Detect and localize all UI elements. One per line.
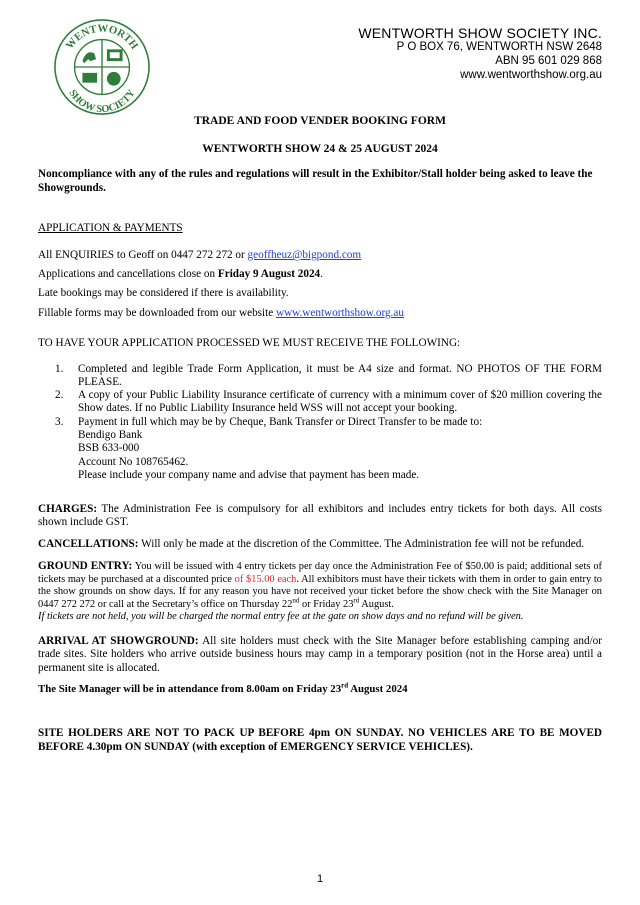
ticket-price: of $15.00 each xyxy=(234,573,297,585)
ordinal-suffix: nd xyxy=(292,596,300,605)
arrival-section xyxy=(38,635,602,675)
list-text: A copy of your Public Liability Insurance certificate of currency with a minimum cover of $20 million covering the Show dates. If no Public Liability Insurance held WSS will not accept your booking. xyxy=(78,389,602,415)
page-number: 1 xyxy=(316,873,324,885)
list-number: 2. xyxy=(55,389,64,401)
list-number: 1. xyxy=(55,363,64,375)
cancellations-text: Will only be made at the discretion of the Committee. The Administration fee will not be refunded. xyxy=(138,538,585,550)
ground-entry-text: August. xyxy=(359,598,394,610)
org-website[interactable]: www.wentworthshow.org.au xyxy=(460,69,602,81)
charges-text: The Administration Fee is compulsory for all exhibitors and includes entry tickets for both days. All costs shown include GST. xyxy=(38,503,602,529)
org-abn: ABN 95 601 029 868 xyxy=(495,55,602,67)
ground-entry-section xyxy=(38,560,602,624)
charges-label: CHARGES: xyxy=(38,503,98,515)
close-text: Applications and cancellations close on xyxy=(38,268,218,280)
fillable-text: Fillable forms may be downloaded from our website xyxy=(38,307,276,319)
enquiries-line xyxy=(38,249,602,262)
ground-entry-text: You will be issued with 4 entry tickets per day once the Administration Fee of $50.00 is paid; additional sets of tickets may be purchased at a discounted price xyxy=(38,561,603,585)
org-header xyxy=(358,26,602,82)
ordinal-suffix: rd xyxy=(341,681,349,690)
site-manager-text: August 2024 xyxy=(348,683,408,695)
arrival-label: ARRIVAL AT SHOWGROUND: xyxy=(38,635,199,647)
site-manager-text: The Site Manager will be in attendance from 8.00am on Friday 23 xyxy=(38,683,342,695)
logo-top-text: WENTWORTH xyxy=(63,22,141,52)
close-date-line xyxy=(38,268,602,281)
form-title: TRADE AND FOOD VENDER BOOKING FORM xyxy=(194,115,446,127)
bank-account: Account No 108765462. xyxy=(78,455,189,468)
application-heading: APPLICATION & PAYMENTS xyxy=(38,222,183,234)
fillable-forms-line xyxy=(38,307,602,320)
list-number: 3. xyxy=(55,416,64,428)
charges-section xyxy=(38,503,602,530)
must-receive-heading: TO HAVE YOUR APPLICATION PROCESSED WE MUST RECEIVE THE FOLLOWING: xyxy=(38,337,461,349)
ordinal-suffix: rd xyxy=(353,596,360,605)
ground-entry-text: or Friday 23 xyxy=(299,598,354,610)
society-logo xyxy=(53,18,151,116)
ground-entry-italic-note: If tickets are not held, you will be charged the normal entry fee at the gate on show days and no refund will be given. xyxy=(38,611,524,623)
org-name: WENTWORTH SHOW SOCIETY INC. xyxy=(358,25,602,41)
pack-up-notice: SITE HOLDERS ARE NOT TO PACK UP BEFORE 4pm ON SUNDAY. NO VEHICLES ARE TO BE MOVED BEFORE 4.30pm ON SUNDAY (with exception of EMERGENCY SERVICE VEHICLES). xyxy=(38,727,602,753)
site-manager-notice xyxy=(38,683,602,696)
enquiries-text: All ENQUIRIES to Geoff on 0447 272 272 or xyxy=(38,249,248,261)
ground-entry-label: GROUND ENTRY: xyxy=(38,560,133,572)
bank-bsb: BSB 633-000 xyxy=(78,442,140,455)
bank-note: Please include your company name and advise that payment has been made. xyxy=(78,468,420,481)
late-bookings-line: Late bookings may be considered if there is availability. xyxy=(38,287,289,299)
list-text: Payment in full which may be by Cheque, Bank Transfer or Direct Transfer to be made to: xyxy=(78,416,483,428)
bank-name: Bendigo Bank xyxy=(78,429,143,441)
arrival-text: All site holders must check with the Site Manager before establishing camping and/or trade sites. Site holders who arrive outside business hours may camp in a temporary position (not in the Horse area) until a permanent site is allocated. xyxy=(38,635,603,674)
ground-entry-text: . All exhibitors must have their tickets with them in order to gain entry to the show grounds on show days. If for any reason you have not received your ticket before the show check with the Site Manager on 0447 272 272 or call at the Secretary’s office on Thursday 22 xyxy=(38,573,602,610)
form-subtitle: WENTWORTH SHOW 24 & 25 AUGUST 2024 xyxy=(202,143,438,155)
close-date: Friday 9 August 2024 xyxy=(217,268,321,280)
noncompliance-notice: Noncompliance with any of the rules and regulations will result in the Exhibitor/Stall holder being asked to leave the Showgrounds. xyxy=(38,168,593,194)
list-text: Completed and legible Trade Form Application, it must be A4 size and format. NO PHOTOS OF THE FORM PLEASE. xyxy=(78,363,602,389)
website-link[interactable]: www.wentworthshow.org.au xyxy=(276,307,404,319)
logo-bottom-text: SHOW SOCIETY xyxy=(66,87,138,116)
org-po-box: P O BOX 76, WENTWORTH NSW 2648 xyxy=(396,41,602,53)
cancellations-section xyxy=(38,538,602,551)
close-suffix: . xyxy=(320,268,323,280)
cancellations-label: CANCELLATIONS: xyxy=(38,538,139,550)
enquiries-email-link[interactable]: geoffheuz@bigpond.com xyxy=(247,249,362,261)
